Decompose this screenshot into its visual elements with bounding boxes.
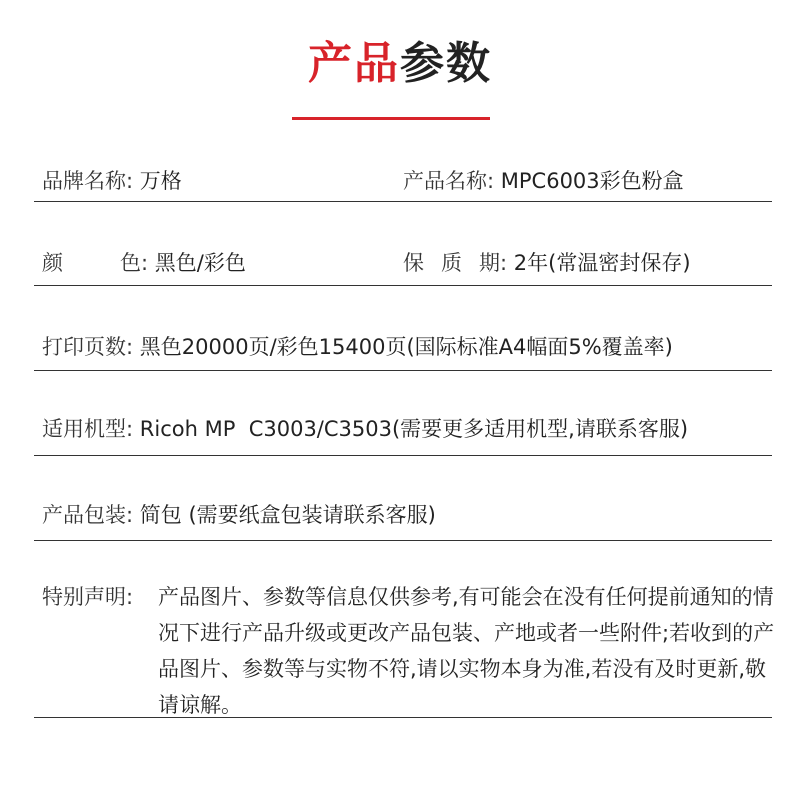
warranty-field [403,248,691,278]
product-name-field [403,166,684,196]
color-label-b: 色: [120,251,149,275]
color-value: 黑色/彩色 [154,251,246,275]
brand-field [42,166,182,196]
notice-label: 特别声明: [42,585,134,609]
print-pages-field [42,332,673,362]
packaging-value: 简包 (需要纸盒包装请联系客服) [139,503,436,527]
title-accent: 产品 [308,38,400,89]
page-title [0,34,800,94]
warranty-value: 2年(常温密封保存) [513,251,691,275]
row-divider [34,201,772,202]
print-pages-label: 打印页数: [42,335,134,359]
compatible-value: Ricoh MP C3003/C3503(需要更多适用机型,请联系客服) [139,417,689,441]
color-label-a: 颜 [42,251,63,275]
warranty-label-c: 期: [479,251,508,275]
row-divider [34,370,772,371]
brand-label: 品牌名称: [42,169,134,193]
compatible-label: 适用机型: [42,417,134,441]
row-divider [34,540,772,541]
packaging-field [42,500,436,530]
warranty-label-a: 保 [403,251,424,275]
brand-value: 万格 [139,169,182,193]
product-name-value: MPC6003彩色粉盒 [500,169,684,193]
compatible-field [42,414,688,444]
packaging-label: 产品包装: [42,503,134,527]
row-divider [34,455,772,456]
warranty-label-b: 质 [441,251,462,275]
notice-value: 产品图片、参数等信息仅供参考,有可能会在没有任何提前通知的情况下进行产品升级或更改产品包装、产地或者一些附件;若收到的产品图片、参数等与实物不符,请以实物本身为准,若没有及时更新,敬请谅解。 [158,585,775,717]
color-field [42,248,246,278]
row-divider [34,717,772,718]
row-divider [34,285,772,286]
product-name-label: 产品名称: [403,169,495,193]
title-rest: 参数 [400,38,492,89]
print-pages-value: 黑色20000页/彩色15400页(国际标准A4幅面5%覆盖率) [139,335,673,359]
title-underline [292,117,490,120]
